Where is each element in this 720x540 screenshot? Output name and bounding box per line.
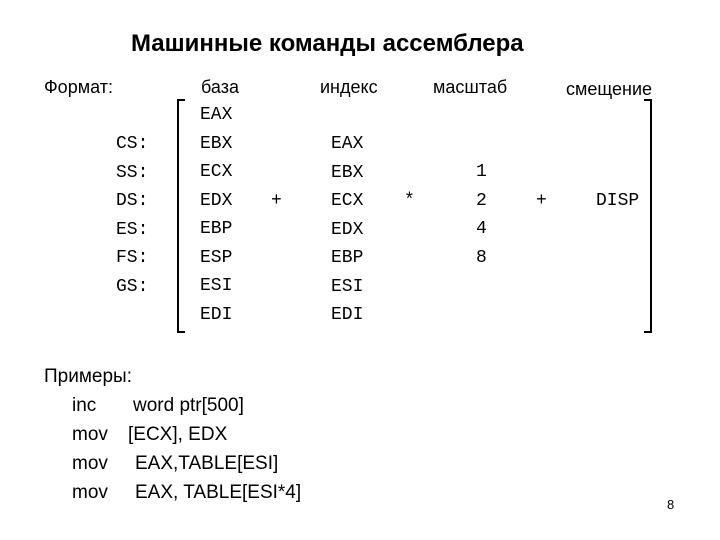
scale-column (476, 158, 487, 272)
header-scale: масштаб (433, 77, 508, 97)
base-register-column (200, 101, 232, 329)
index-register: ESI (331, 276, 364, 297)
index-register: EBP (331, 248, 364, 268)
scale-value: 2 (476, 190, 487, 211)
example-op: mov (72, 424, 108, 445)
index-register: EDI (331, 305, 364, 325)
example-args: EAX, TABLE[ESI*4] (135, 482, 302, 503)
segment-register: DS: (116, 191, 149, 211)
segment-column (116, 130, 148, 301)
header-displacement: смещение (566, 79, 653, 99)
multiply-operator: * (404, 191, 415, 211)
header-index: индекс (320, 77, 378, 97)
scale-value: 4 (476, 219, 487, 239)
base-register: ESP (200, 247, 233, 268)
plus-operator: + (271, 191, 282, 211)
format-label: Формат: (44, 77, 113, 97)
examples-heading: Примеры: (44, 366, 132, 387)
segment-register: ES: (116, 219, 149, 240)
base-register: EBP (200, 219, 233, 239)
page-number: 8 (667, 497, 675, 512)
page-title: Машинные команды ассемблера (131, 30, 524, 57)
header-base: база (201, 77, 239, 97)
right-bracket (644, 99, 652, 333)
segment-register: SS: (116, 162, 149, 183)
base-register: EDX (200, 190, 233, 211)
base-register: ECX (200, 162, 233, 182)
index-register: EBX (331, 162, 364, 183)
example-args: [ECX], EDX (128, 424, 228, 445)
base-register: EDI (200, 304, 233, 325)
displacement-value: DISP (596, 191, 640, 211)
segment-register: FS: (116, 248, 149, 268)
base-register: ESI (200, 276, 233, 296)
index-register: EDX (331, 219, 364, 240)
plus-operator: + (536, 191, 547, 211)
example-args: word ptr[500] (133, 395, 244, 416)
base-register: EBX (200, 133, 233, 154)
index-register: EAX (331, 134, 364, 154)
example-op: mov (72, 453, 108, 474)
base-register: EAX (200, 105, 233, 125)
example-op: mov (72, 482, 108, 503)
scale-value: 8 (476, 247, 487, 268)
segment-register: GS: (116, 276, 149, 297)
index-register-column (331, 130, 363, 330)
scale-value: 1 (476, 162, 487, 182)
segment-register: CS: (116, 134, 149, 154)
example-op: inc (72, 395, 97, 416)
index-register: ECX (331, 191, 364, 211)
left-bracket (177, 99, 185, 333)
example-args: EAX,TABLE[ESI] (135, 453, 279, 474)
